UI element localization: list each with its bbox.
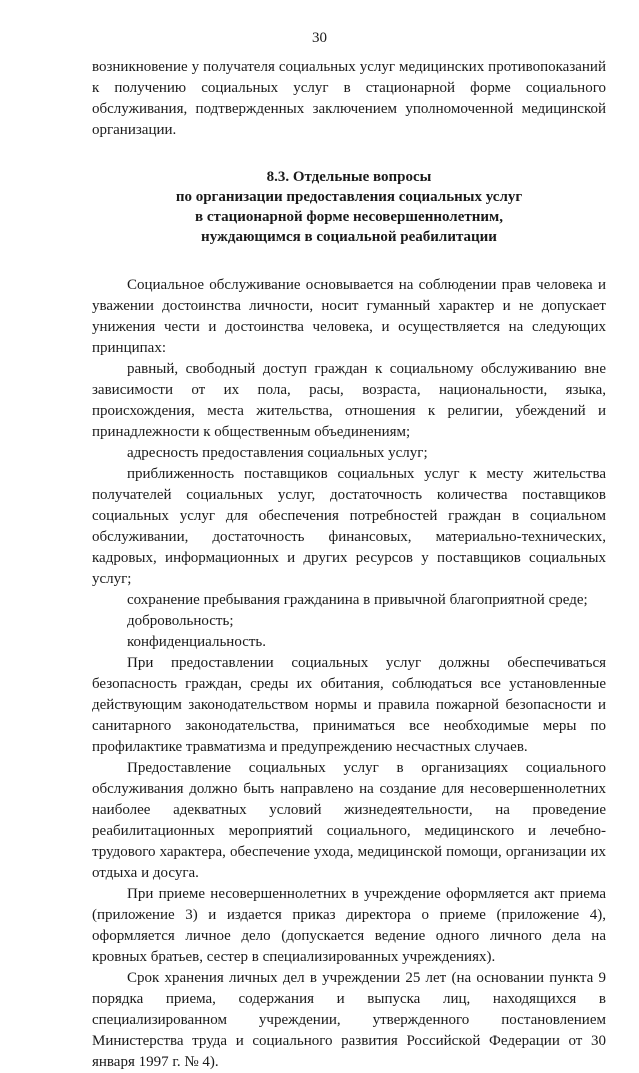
section-heading-line: нуждающимся в социальной реабилитации	[201, 229, 497, 245]
principle-item: сохранение пребывания гражданина в привычной благоприятной среде;	[127, 592, 588, 608]
principle-item: конфиденциальность.	[127, 634, 266, 650]
principle-item: адресность предоставления социальных услуг;	[127, 445, 428, 461]
section-heading	[92, 167, 606, 247]
page-number: 30	[312, 30, 327, 46]
principle-item: приближенность поставщиков социальных услуг к месту жительства получателей социальных услуг, достаточность количества поставщиков социальных услуг для обеспечения потребностей граждан в социальном обслуживании, достаточность финансовых, материально-технических, кадровых, информационных и других ресурсов у поставщиков социальных услуг;	[92, 466, 606, 587]
principles-intro-paragraph: Социальное обслуживание основывается на соблюдении прав человека и уважении достоинства личности, носит гуманный характер и не допускает унижения чести и достоинства человека, и осуществляется на следующих принципах:	[92, 277, 606, 356]
principle-item: добровольность;	[127, 613, 234, 629]
safety-paragraph: При предоставлении социальных услуг должны обеспечиваться безопасность граждан, среды их обитания, соблюдаться все установленные действующим законодательством нормы и правила пожарной безопасности и санитарного законодательства, приниматься все необходимые меры по профилактике травматизма и предупреждению несчастных случаев.	[92, 655, 606, 755]
section-heading-line: в стационарной форме несовершеннолетним,	[195, 209, 503, 225]
conditions-paragraph: Предоставление социальных услуг в организациях социального обслуживания должно быть направлено на создание для несовершеннолетних наиболее адекватных условий жизнедеятельности, на проведение реабилитационных мероприятий социального, медицинского и лечебно-трудового характера, обеспечение ухода, медицинской помощи, организации их отдыха и досуга.	[92, 760, 606, 881]
document-body	[92, 57, 606, 1073]
intro-paragraph: возникновение у получателя социальных услуг медицинских противопоказаний к получению социальных услуг в стационарной форме социального обслуживания, подтвержденных заключением уполномоченной медицинской организации.	[92, 59, 606, 138]
principle-item: равный, свободный доступ граждан к социальному обслуживанию вне зависимости от их пола, расы, возраста, национальности, языка, происхождения, места жительства, отношения к религии, убеждений и принадлежности к общественным объединениям;	[92, 361, 606, 440]
records-retention-paragraph: Срок хранения личных дел в учреждении 25 лет (на основании пункта 9 порядка приема, содержания и выпуска лиц, находящихся в специализированном учреждении, утвержденного постановлением Министерства труда и социального развития Российской Федерации от 30 января 1997 г. № 4).	[92, 970, 606, 1070]
section-heading-line: 8.3. Отдельные вопросы	[266, 169, 432, 185]
admission-paragraph: При приеме несовершеннолетних в учреждение оформляется акт приема (приложение 3) и издается приказ директора о приеме (приложение 4), оформляется личное дело (допускается ведение одного личного дела на кровных братьев, сестер в специализированных учреждениях).	[92, 886, 606, 965]
section-heading-line: по организации предоставления социальных услуг	[175, 189, 523, 205]
